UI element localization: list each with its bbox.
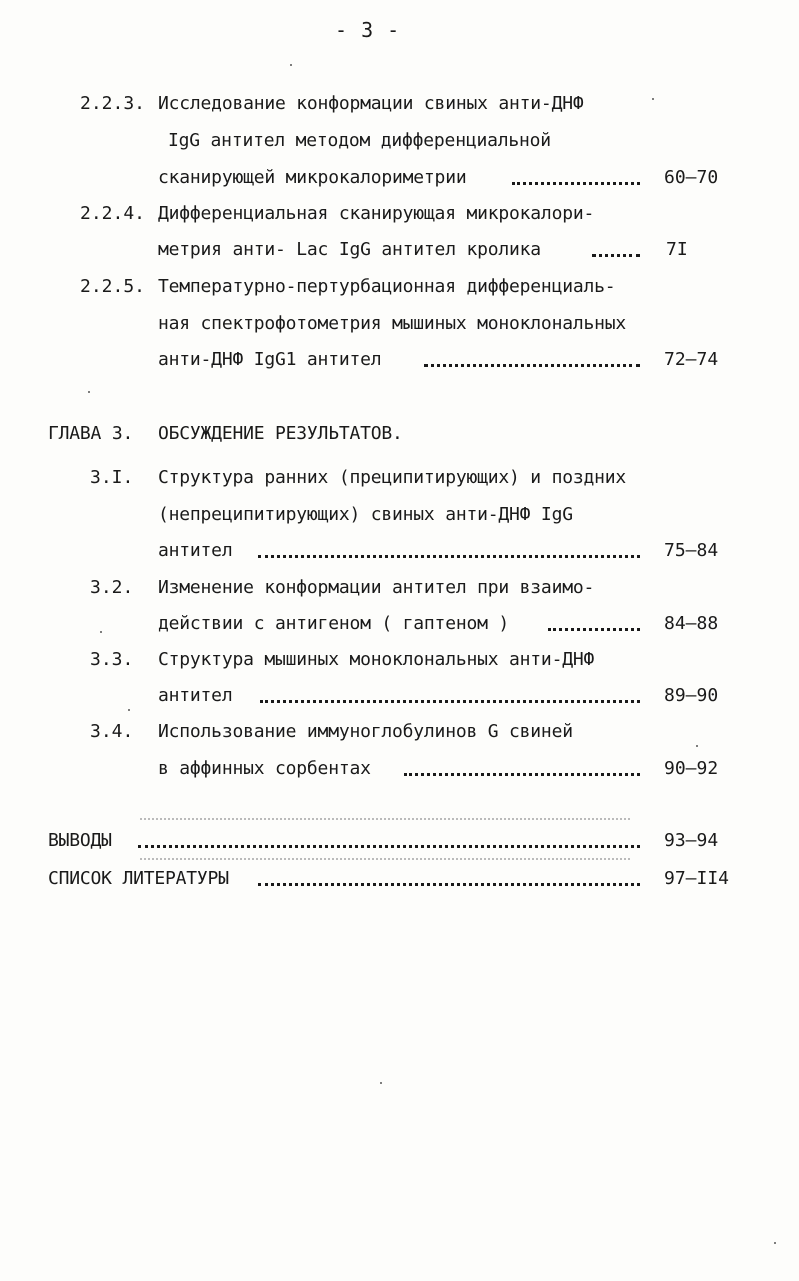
entry-line: IgG антител методом дифференциальной	[168, 130, 551, 151]
dot-leader	[260, 696, 640, 703]
page-range: 7I	[666, 239, 688, 260]
dot-leader	[512, 178, 640, 185]
entry-line: ная спектрофотометрия мышиных моноклональных	[158, 313, 627, 334]
dot-leader	[404, 769, 640, 776]
page-range: 93–94	[664, 830, 719, 851]
chapter-title: ОБСУЖДЕНИЕ РЕЗУЛЬТАТОВ.	[158, 423, 403, 444]
section-number: 3.4.	[90, 721, 134, 742]
entry-line: антител	[158, 540, 233, 561]
section-number: 2.2.5.	[80, 276, 146, 297]
page-range: 90–92	[664, 758, 719, 779]
entry-line: в аффинных сорбентах	[158, 758, 371, 779]
page-range: 89–90	[664, 685, 719, 706]
entry-line: антител	[158, 685, 233, 706]
entry-line: Дифференциальная сканирующая микрокалори-	[158, 203, 595, 224]
entry-line: Структура ранних (преципитирующих) и поздних	[158, 467, 627, 488]
scan-speck	[100, 631, 102, 633]
entry-title: СПИСОК ЛИТЕРАТУРЫ	[48, 868, 229, 889]
section-number: 3.3.	[90, 649, 134, 670]
entry-line: (непреципитирующих) свиных анти-ДНФ IgG	[158, 504, 573, 525]
page-range: 84–88	[664, 613, 719, 634]
page-range: 75–84	[664, 540, 719, 561]
section-number: 2.2.3.	[80, 93, 146, 114]
page-number: - 3 -	[335, 18, 401, 42]
entry-line: действии с антигеном ( гаптеном )	[158, 613, 510, 634]
chapter-label: ГЛАВА 3.	[48, 423, 134, 444]
section-number: 3.I.	[90, 467, 134, 488]
scan-speck	[88, 391, 90, 393]
scan-speck	[128, 709, 130, 711]
entry-line: Изменение конформации антител при взаимо-	[158, 577, 595, 598]
entry-line: метрия анти- Lac IgG антител кролика	[158, 239, 541, 260]
dot-leader	[258, 879, 640, 886]
entry-title: ВЫВОДЫ	[48, 830, 112, 851]
entry-line: Структура мышиных моноклональных анти-ДНФ	[158, 649, 595, 670]
dot-leader	[424, 360, 640, 367]
scan-speck	[380, 1082, 382, 1084]
dot-leader	[258, 551, 640, 558]
entry-line: анти-ДНФ IgG1 антител	[158, 349, 382, 370]
section-number: 3.2.	[90, 577, 134, 598]
scan-speck	[290, 64, 292, 66]
separator	[140, 856, 630, 860]
scan-speck	[696, 745, 698, 747]
page-range: 60–70	[664, 167, 719, 188]
entry-line: сканирующей микрокалориметрии	[158, 167, 467, 188]
entry-line: Использование иммуноглобулинов G свиней	[158, 721, 573, 742]
scan-speck	[774, 1242, 776, 1244]
entry-line: Температурно-пертурбационная дифференциаль-	[158, 276, 616, 297]
scan-speck	[652, 98, 654, 100]
dot-leader	[592, 250, 640, 257]
section-number: 2.2.4.	[80, 203, 146, 224]
entry-line: Исследование конформации свиных анти-ДНФ	[158, 93, 584, 114]
separator	[140, 816, 630, 820]
page-range: 97–II4	[664, 868, 730, 889]
dot-leader	[548, 624, 640, 631]
dot-leader	[138, 841, 640, 848]
page-range: 72–74	[664, 349, 719, 370]
